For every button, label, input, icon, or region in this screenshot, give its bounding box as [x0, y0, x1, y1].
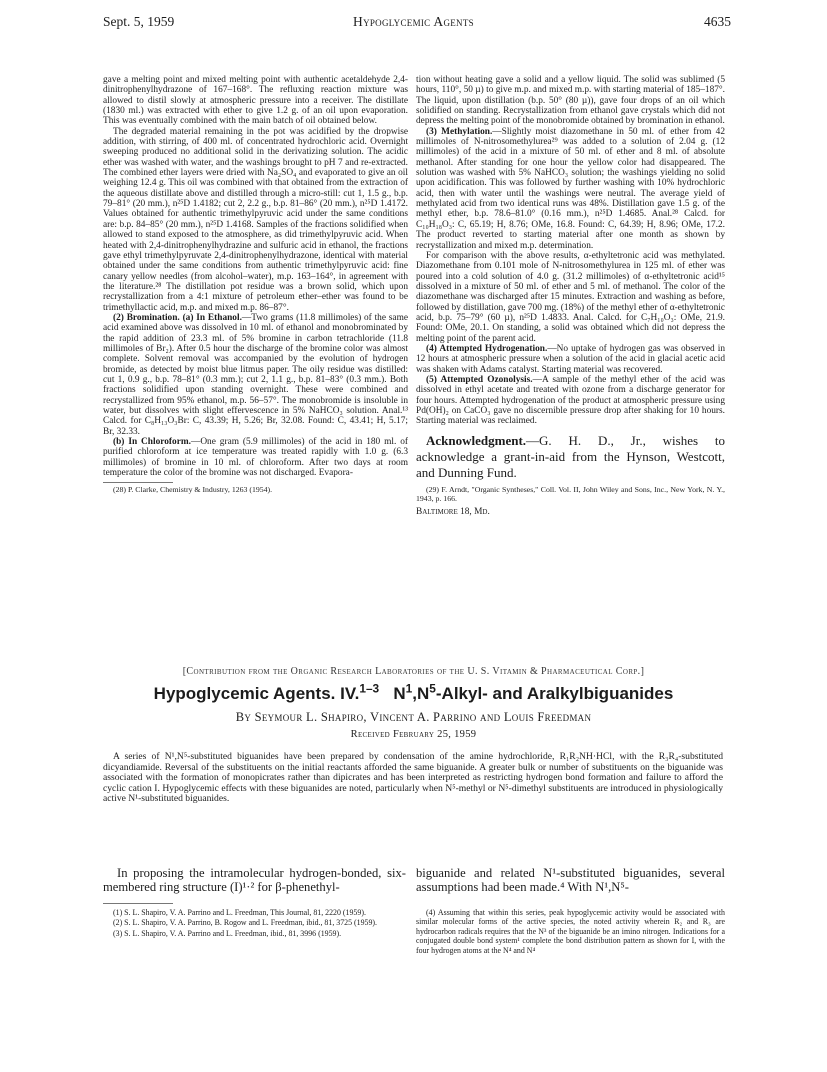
body-paragraph: tion without heating gave a solid and a yellow liquid. The solid was sublimed (5 hours, 110°, 50 µ) to give m.p. and mixed m.p. with starting material of 185–187°. The liquid, upon distillation (b.p. 50° (80 µ)), gave four drops of an oil which solidified on standing. Recrystallization from ethanol gave crystals which did not depress the melting point of the monobromide obtained by bromination in ethanol. — [416, 75, 725, 127]
footnote: (29) F. Arndt, "Organic Syntheses," Coll. Vol. II, John Wiley and Sons, Inc., New York, N. Y., 1943, p. 166. — [416, 484, 725, 504]
section-heading: (2) Bromination. — [113, 312, 180, 323]
footnote-divider — [103, 482, 173, 483]
section-heading: (3) Methylation. — [426, 126, 493, 137]
section-hydrogenation — [416, 344, 725, 375]
footnote: (4) Assuming that within this series, peak hypoglycemic activity would be associated with similar molecular forms of the active species, the noted activity wherein R₂ and R₃ are hydrocarbon radicals requires that the N³ of the biguanide be an imino nitrogen. Indications for a conjugated double bond system¹ complete the bond distribution pattern as shown for I, with the four hydrogen atoms at the N⁴ and N⁴ — [416, 908, 725, 955]
body-text: —No uptake of hydrogen gas was observed in 12 hours at atmospheric pressure when a solution of the acid in glacial acetic acid was shaken with Adams catalyst. Starting material was recovered. — [416, 343, 725, 375]
right-column — [416, 75, 725, 517]
body-text: —One gram (5.9 millimoles) of the acid in 180 ml. of purified chloroform at ice temperature was treated rapidly with 1.0 g. (6.3 millimoles) of bromine in 10 ml. of chloroform. After two days at room temperature the color of the bromine was not discharged. Evapora- — [103, 437, 408, 479]
title-part: N — [393, 684, 406, 703]
body-text: —Two grams (11.8 millimoles) of the same acid examined above was dissolved in 10 ml. of ethanol and monobrominated by the rapid addition of 23.3 ml. of 5% bromine in carbon tetrachloride (11.8 millimoles of Br₂). After 0.5 hour the discharge of the bromine color was almost complete. Solvent removal was accompanied by the evolution of hydrogen bromide, as detected by moist blue litmus paper. The oily residue was distilled: cut 1, 0.9 g., b.p. 78–81° (0.3 mm.); cut 2, 1.1 g., b.p. 81–83° (0.3 mm.). Both fractions solidified upon standing overnight. These were combined and recrystallized from 95% ethanol, m.p. 56–57°. The monobromide is insoluble in water, but dissolves with slight effervescence in 5% NaHCO₃ solution. Anal.¹³ Calcd. for C₈H₁₃O₃Br: C, 43.39; H, 5.26; Br, 32.08. Found: C, 43.41; H, 5.17; Br, 32.33. — [103, 312, 408, 437]
body-paragraph: For comparison with the above results, α-ethyltetronic acid was methylated. Diazomethane from 0.101 mole of N-nitrosomethylurea in 125 ml. of ether was poured into a cold solution of 4.0 g. (31.2 millimoles) of α-ethyltetronic acid¹⁵ dissolved in a mixture of 50 ml. of ether and 5 ml. of methanol. The color of the diazomethane was discharged after 15 minutes. Extraction and washing as before, followed by distillation, gave 700 mg. (18%) of the methyl ether of α-ethyltetronic acid, b.p. 75–79° (60 µ), n²⁵D 1.4833. Anal. Calcd. for C₇H₁₀O₃: OMe, 21.9. Found: OMe, 20.1. On standing, a solid was obtained which did not depress the melting point of the parent acid. — [416, 250, 726, 344]
acknowledgment — [416, 433, 725, 481]
left-column — [103, 75, 408, 495]
footnotes-right — [416, 908, 725, 956]
header-date: Sept. 5, 1959 — [103, 14, 175, 29]
location: Baltimore 18, Md. — [416, 506, 490, 517]
abstract: A series of N¹,N⁵-substituted biguanides have been prepared by condensation of the amine hydrochloride, R₁R₂NH·HCl, with the R₃R₄-substituted dicyandiamide. Reversal of the substituents on the initial reactants afforded the same biguanide. A greater bulk or number of substituents on the biguanide was associated with the formation of monopicrates rather than dipicrates and has been interpreted as restricting hydrogen bond formation and failure to afford the cyclic cation I. Hypoglycemic effects with these biguanides are noted, particularly when N⁵-methyl or N⁵-dimethyl substituents are introduced in physiologically active N¹-substituted biguanides. — [103, 751, 723, 805]
footnote: (3) S. L. Shapiro, V. A. Parrino and L. Freedman, ibid., 81, 3996 (1959). — [113, 928, 342, 938]
intro-left: In proposing the intramolecular hydrogen-bonded, six-membered ring structure (I)¹·² for β-phenethyl- — [103, 866, 406, 894]
body-text: —Slightly moist diazomethane in 50 ml. of ether from 42 millimoles of N-nitrosomethylurea²⁹ was added to a solution of 2.04 g. (12 millimoles) of the acid in a mixture of 50 ml. of ether and 8 ml. of absolute methanol. After standing for one hour the yellow color had disappeared. The solution was washed with 5% NaHCO₃ solution; the washings yielding no solid upon acidification. This was followed by further washing with 10% hydrochloric acid, then with water until the washings were neutral. The average yield of methylated acid from two identical runs was 48%. Distillation gave 1.5 g. of the methyl ether, b.p. 78.6–81.0° (0.16 mm.), n²⁵D 1.4685. Anal.²⁸ Calcd. for C₁₀H₁₈O₃: C, 65.19; H, 8.76; OMe, 16.8. Found: C, 64.39; H, 8.96; OMe, 17.2. The product reverted to starting material after one month as shown by recrystallization and mixed m.p. determination. — [416, 126, 726, 251]
title-footnote-ref: 1–3 — [359, 681, 380, 696]
body-text: —A sample of the methyl ether of the acid was dissolved in ethyl acetate and treated with ozone from a discharge generator for four hours. Attempted hydrogenation of the product at atmospheric pressure using Pd(OH)₂ on CaCO₃ gave no discernible pressure drop after shaking for 10 hours. Starting material was reclaimed. — [416, 374, 725, 427]
body-paragraph: gave a melting point and mixed melting point with authentic acetaldehyde 2,4-dinitrophenylhydrazone of 167–168°. The refluxing reaction mixture was allowed to distil slowly at atmospheric pressure into a receiver. The distillate (1830 ml.) was extracted with ether to give 1.2 g. of an oil upon evaporation. This was eventually combined with the main batch of oil obtained below. — [103, 75, 408, 127]
subsection-heading: (a) In Ethanol. — [182, 312, 242, 323]
section-bromination — [103, 313, 408, 437]
section-ozonolysis — [416, 375, 725, 427]
title-sup: 1 — [405, 681, 413, 696]
running-title: Hypoglycemic Agents — [353, 14, 474, 29]
title-part: ,N — [412, 684, 430, 703]
footnote-divider — [103, 903, 173, 904]
received-date: Received February 25, 1959 — [350, 729, 477, 740]
authors: By Seymour L. Shapiro, Vincent A. Parrino and Louis Freedman — [235, 710, 592, 724]
section-chloroform — [103, 437, 408, 478]
article-title — [0, 681, 827, 704]
contribution-line: [Contribution from the Organic Research Laboratories of the U. S. Vitamin & Pharmaceutical Corp.] — [182, 666, 645, 677]
footnotes-left — [103, 908, 406, 939]
footnote: (28) P. Clarke, Chemistry & Industry, 1263 (1954). — [113, 485, 273, 495]
section-heading: (5) Attempted Ozonolysis. — [426, 374, 533, 385]
page-number: 4635 — [704, 14, 731, 29]
section-methylation — [416, 127, 725, 251]
title-main: Hypoglycemic Agents. IV. — [153, 684, 360, 703]
title-sup: 5 — [429, 681, 436, 696]
intro-right: biguanide and related N¹-substituted biguanides, several assumptions had been made.⁴ With N¹,N⁵- — [416, 866, 725, 894]
footnote: (2) S. L. Shapiro, V. A. Parrino, B. Rogow and L. Freedman, ibid., 81, 3725 (1959). — [113, 918, 378, 928]
footnote: (1) S. L. Shapiro, V. A. Parrino and L. Freedman, This Journal, 81, 2220 (1959). — [113, 908, 366, 917]
ack-heading: Acknowledgment. — [426, 432, 527, 448]
body-paragraph: The degraded material remaining in the pot was acidified by the dropwise addition, with stirring, of 400 ml. of concentrated hydrochloric acid. Overnight sweeping produced no additional solid in the derivatizing solution. The acidic ether was washed with water, and the washings brought to pH 7 and re-extracted. The combined ether layers were dried with Na₂SO₄ and evaporated to give an oil weighing 12.4 g. This oil was combined with that obtained from the extraction of the aqueous distillate above and distilled through a micro-still: cut 1, 1.5 g., b.p. 79–81° (20 mm.), n²⁵D 1.4182; cut 2, 2.2 g., b.p. 81–86° (20 mm.), n²⁵D 1.4172. Values obtained for authentic trimethylpyruvic acid under the same conditions are: b.p. 84–85° (20 mm.), n²⁵D 1.4168. Samples of the fractions solidified when allowed to stand exposed to the atmosphere, as did trimethylpyruvic acid. When heated with 2,4-dinitrophenylhydrazine and sulfuric acid in ethanol, the fractions gave ethyl trimethylpyruvate 2,4-dinitrophenylhydrazone, identical with material obtained under the same conditions from authentic trimethylpyruvic acid: fine canary yellow needles (from alcohol–water), m.p. 163–164°, in agreement with the literature.²⁸ The distillation pot residue was a brown solid, which upon recrystallization from a 4:1 mixture of petroleum ether–ether was found to be trimethyllactic acid, m.p. and mixed m.p. 86–87°. — [103, 126, 408, 313]
title-rest: -Alkyl- and Aralkylbiguanides — [435, 684, 674, 703]
subsection-heading: (b) In Chloroform. — [113, 437, 191, 448]
section-heading: (4) Attempted Hydrogenation. — [426, 343, 548, 354]
ack-text: —G. H. D., Jr., wishes to acknowledge a grant-in-aid from the Hynson, Westcott, and Dunning Fund. — [416, 432, 725, 480]
